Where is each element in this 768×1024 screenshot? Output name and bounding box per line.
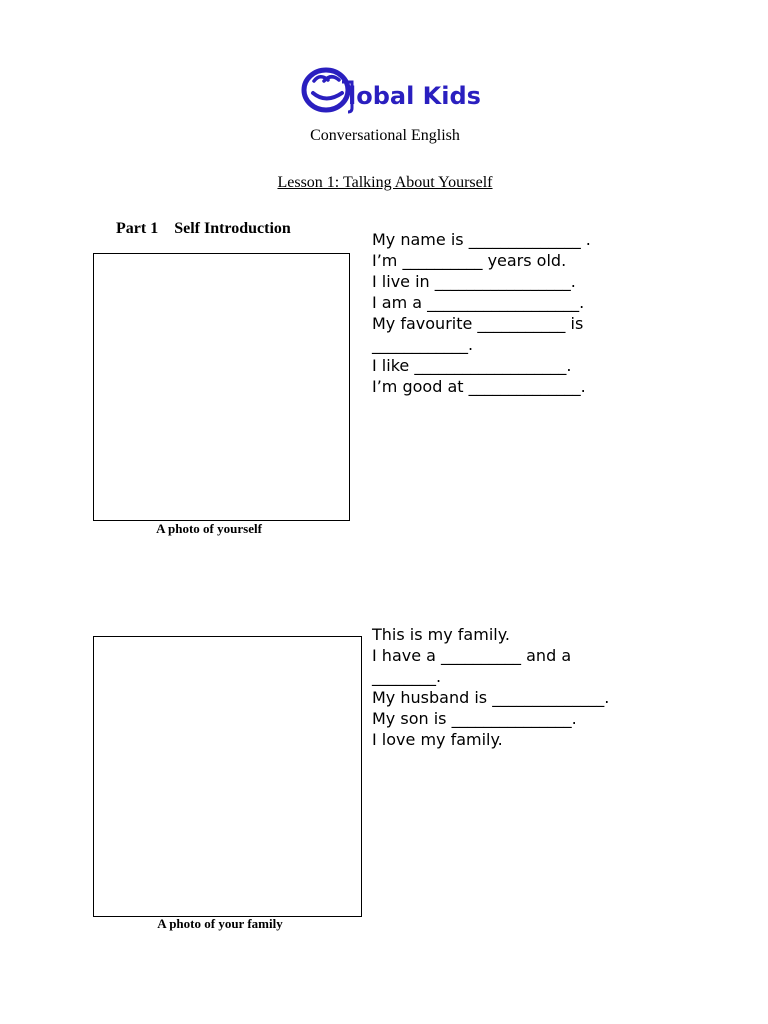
photo-placeholder-family	[93, 636, 362, 917]
logo-text: lobal Kids	[348, 82, 481, 110]
worksheet-line: ____________.	[372, 335, 474, 354]
subtitle: Conversational English	[310, 127, 460, 144]
worksheet-line: My name is ______________ .	[372, 230, 591, 249]
photo-caption-family: A photo of your family	[157, 916, 283, 931]
worksheet-line: My husband is ______________.	[372, 688, 610, 707]
photo-caption-self: A photo of yourself	[156, 521, 262, 536]
lesson-title: Lesson 1: Talking About Yourself	[277, 174, 493, 191]
worksheet-line: This is my family.	[372, 625, 510, 644]
worksheet-line: I am a ___________________.	[372, 293, 585, 312]
worksheet-line: I’m good at ______________.	[372, 377, 586, 396]
photo-placeholder-self	[93, 253, 350, 521]
worksheet-line: I’m __________ years old.	[372, 251, 567, 270]
worksheet-line: I like ___________________.	[372, 356, 572, 375]
worksheet-line: I live in _________________.	[372, 272, 576, 291]
worksheet-line: ________.	[372, 667, 442, 686]
worksheet-line: I love my family.	[372, 730, 503, 749]
worksheet-line: I have a __________ and a	[372, 646, 572, 665]
family-text	[372, 624, 672, 750]
worksheet-line: My son is _______________.	[372, 709, 577, 728]
part-heading: Part 1 Self Introduction	[116, 220, 291, 237]
worksheet-line: My favourite ___________ is	[372, 314, 584, 333]
self-introduction-text	[372, 229, 672, 397]
